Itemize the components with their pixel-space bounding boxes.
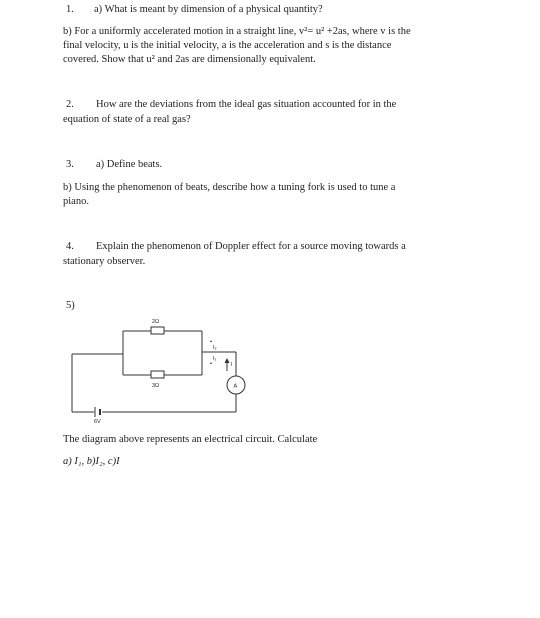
q3-number: 3. — [66, 159, 74, 170]
q5-caption: The diagram above represents an electrical circuit. Calculate — [63, 434, 318, 445]
resistor-top-label: 2Ω — [152, 319, 160, 325]
ammeter-label: A — [233, 383, 238, 390]
q1-number: 1. — [66, 4, 74, 15]
q3-part-b-line1: b) Using the phenomenon of beats, describe how a tuning fork is used to tune a — [63, 182, 396, 193]
q1-part-b-line2: final velocity, u is the initial velocity, a is the acceleration and s is the distance — [63, 40, 392, 51]
q4-line1: Explain the phenomenon of Doppler effect for a source moving towards a — [96, 241, 406, 252]
i2-arrow-head — [210, 340, 212, 342]
q2-line2: equation of state of a real gas? — [63, 114, 191, 125]
current-i2-label: I₂ — [213, 345, 217, 351]
resistor-3-ohm — [151, 371, 164, 378]
q5-number: 5) — [66, 300, 75, 311]
q1-part-b-line1: b) For a uniformly accelerated motion in a straight line, v²= u² +2as, where v is the — [63, 26, 411, 37]
q4-line2: stationary observer. — [63, 256, 146, 267]
q3-part-b-line2: piano. — [63, 196, 89, 207]
q2-line1: How are the deviations from the ideal gas situation accounted for in the — [96, 99, 397, 110]
current-total-label: I — [231, 362, 233, 368]
q3-part-a: a) Define beats. — [96, 159, 163, 170]
resistor-bottom-label: 3Ω — [152, 383, 160, 389]
battery-label: 6V — [94, 419, 101, 425]
current-arrow-head — [225, 358, 230, 363]
q5-ask: a) I₁, b)I₂, c)I — [63, 456, 120, 467]
i1-arrow-head — [210, 362, 212, 364]
current-i1-label: I₁ — [213, 356, 217, 362]
q4-number: 4. — [66, 241, 74, 252]
resistor-2-ohm — [151, 327, 164, 334]
q1-part-a: a) What is meant by dimension of a physical quantity? — [94, 4, 323, 15]
q2-number: 2. — [66, 99, 74, 110]
q1-part-b-line3: covered. Show that u² and 2as are dimensionally equivalent. — [63, 54, 316, 65]
